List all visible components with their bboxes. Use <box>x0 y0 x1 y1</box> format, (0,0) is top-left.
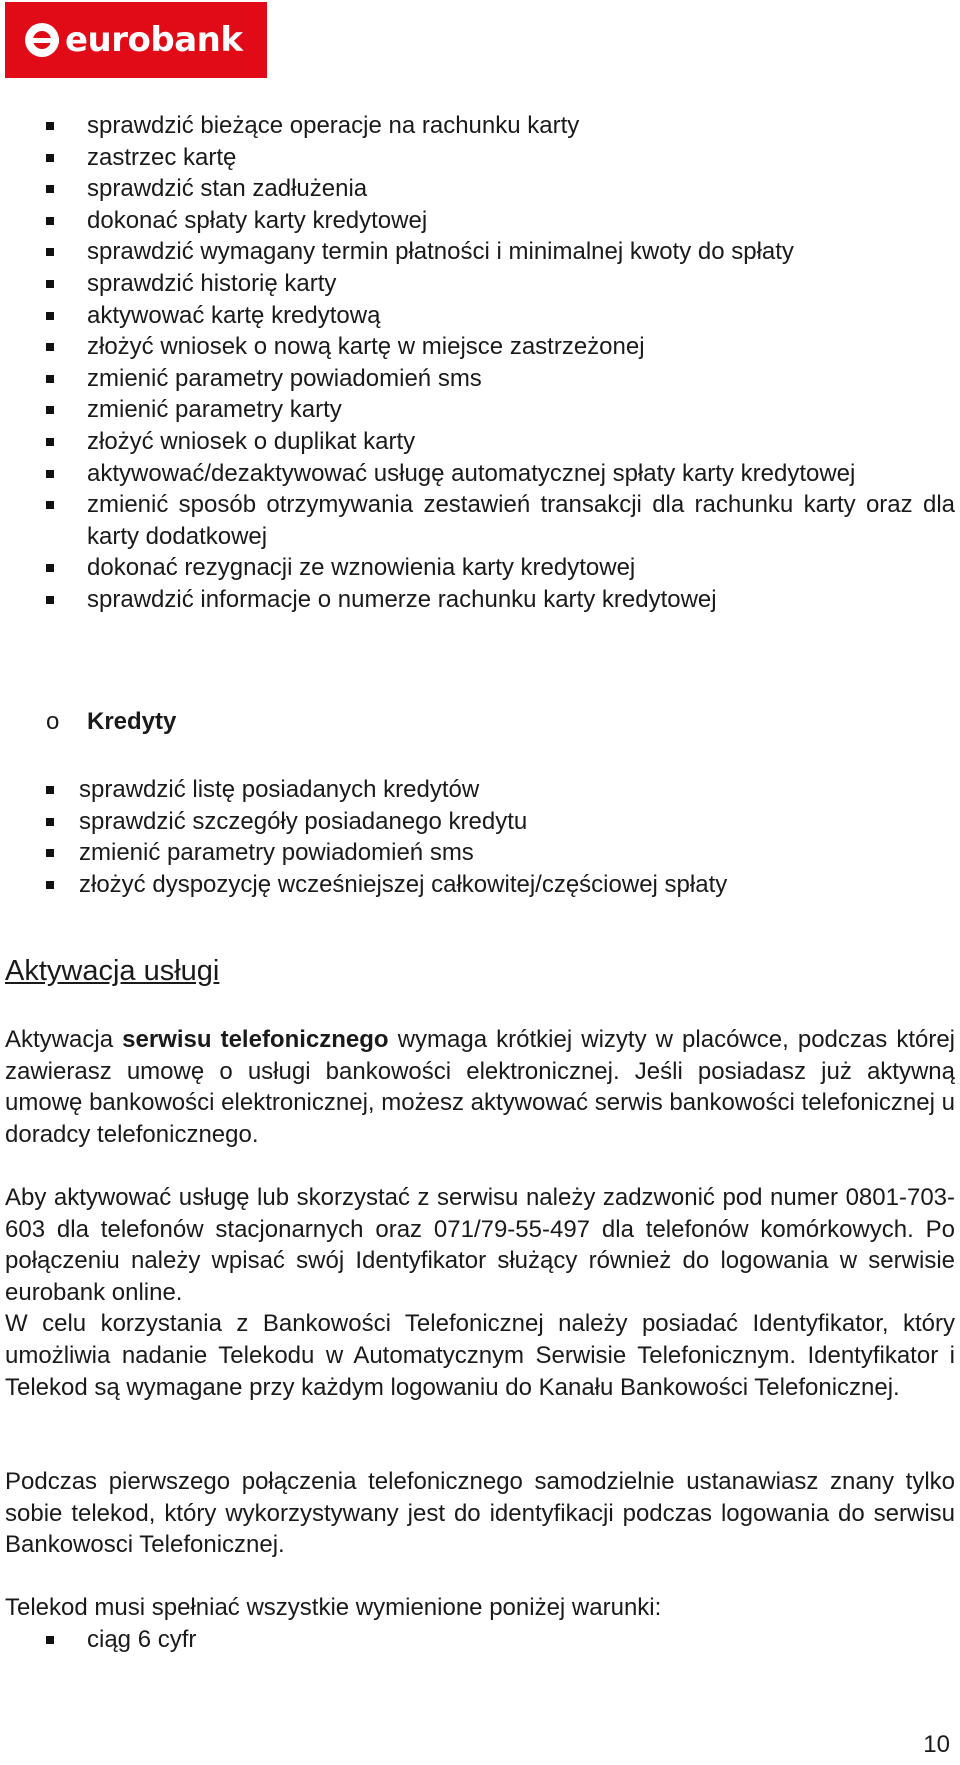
list-item: zmienić parametry karty <box>0 394 955 426</box>
service-name: serwisu telefonicznego <box>122 1026 389 1053</box>
sub-section-bullet: o <box>46 708 60 735</box>
list-item: sprawdzić stan zadłużenia <box>0 173 955 205</box>
list-item: sprawdzić szczegóły posiadanego kredytu <box>0 806 727 838</box>
list-item: dokonać spłaty karty kredytowej <box>0 205 955 237</box>
list-item: sprawdzić informacje o numerze rachunku karty kredytowej <box>0 584 955 616</box>
list-item: dokonać rezygnacji ze wznowienia karty kredytowej <box>0 552 955 584</box>
list-item: sprawdzić historię karty <box>0 268 955 300</box>
paragraph-text: Aktywacja <box>5 1026 123 1053</box>
list-item: zmienić sposób otrzymywania zestawień transakcji dla rachunku karty oraz dla karty dodatkowej <box>0 489 955 552</box>
eurobank-logo-icon <box>25 23 59 57</box>
activation-paragraph <box>5 1024 955 1150</box>
access-paragraph <box>5 1182 955 1403</box>
list-item: sprawdzić listę posiadanych kredytów <box>0 774 727 806</box>
list-item: złożyć wniosek o duplikat karty <box>0 426 955 458</box>
credits-list <box>0 774 727 900</box>
list-item: zmienić parametry powiadomień sms <box>0 837 727 869</box>
list-item: sprawdzić wymagany termin płatności i minimalnej kwoty do spłaty <box>0 236 955 268</box>
paragraph-text: wymaga krótkiej wizyty w placówce, podczas której zawierasz umowę o usługi bankowości elektronicznej. Jeśli posiadasz już aktywną umowę bankowości elektronicznej, możesz aktywować serwis bankowości telefonicznej u doradcy telefonicznego. <box>5 1026 956 1148</box>
paragraph-text: W celu korzystania z Bankowości Telefonicznej należy posiadać Identyfikator, który umożliwia nadanie Telekodu w Automatycznym Serwisie Telefonicznym. Identyfikator i Telekod są wymagane przy każdym logowaniu do Kanału Bankowości Telefonicznej. <box>5 1310 955 1401</box>
list-item: aktywować/dezaktywować usługę automatycznej spłaty karty kredytowej <box>0 458 955 490</box>
activation-heading: Aktywacja usługi <box>5 955 220 987</box>
list-item: zastrzec kartę <box>0 142 955 174</box>
eurobank-logo <box>5 2 267 78</box>
list-item: złożyć dyspozycję wcześniejszej całkowitej/częściowej spłaty <box>0 869 727 901</box>
list-item: zmienić parametry powiadomień sms <box>0 363 955 395</box>
conditions-intro: Telekod musi spełniać wszystkie wymienione poniżej warunki: <box>5 1594 662 1621</box>
telekod-paragraph: Podczas pierwszego połączenia telefonicznego samodzielnie ustanawiasz znany tylko sobie telekod, który wykorzystywany jest do identyfikacji podczas logowania do serwisu Bankowosci Telefonicznej. <box>5 1468 955 1559</box>
conditions-list <box>0 1624 196 1656</box>
list-item: ciąg 6 cyfr <box>0 1624 196 1656</box>
card-operations-list <box>0 110 955 616</box>
list-item: sprawdzić bieżące operacje na rachunku karty <box>0 110 955 142</box>
page-number: 10 <box>923 1731 950 1758</box>
list-item: złożyć wniosek o nową kartę w miejsce zastrzeżonej <box>0 331 955 363</box>
credits-title: Kredyty <box>87 708 177 735</box>
brand-name: eurobank <box>65 20 243 60</box>
list-item: aktywować kartę kredytową <box>0 300 955 332</box>
paragraph-text: Aby aktywować usługę lub skorzystać z serwisu należy zadzwonić pod numer 0801-703-603 dla telefonów stacjonarnych oraz 071/79-55-497 dla telefonów komórkowych. Po połączeniu należy wpisać swój Identyfikator służący również do logowania w serwisie eurobank online. <box>5 1184 955 1306</box>
